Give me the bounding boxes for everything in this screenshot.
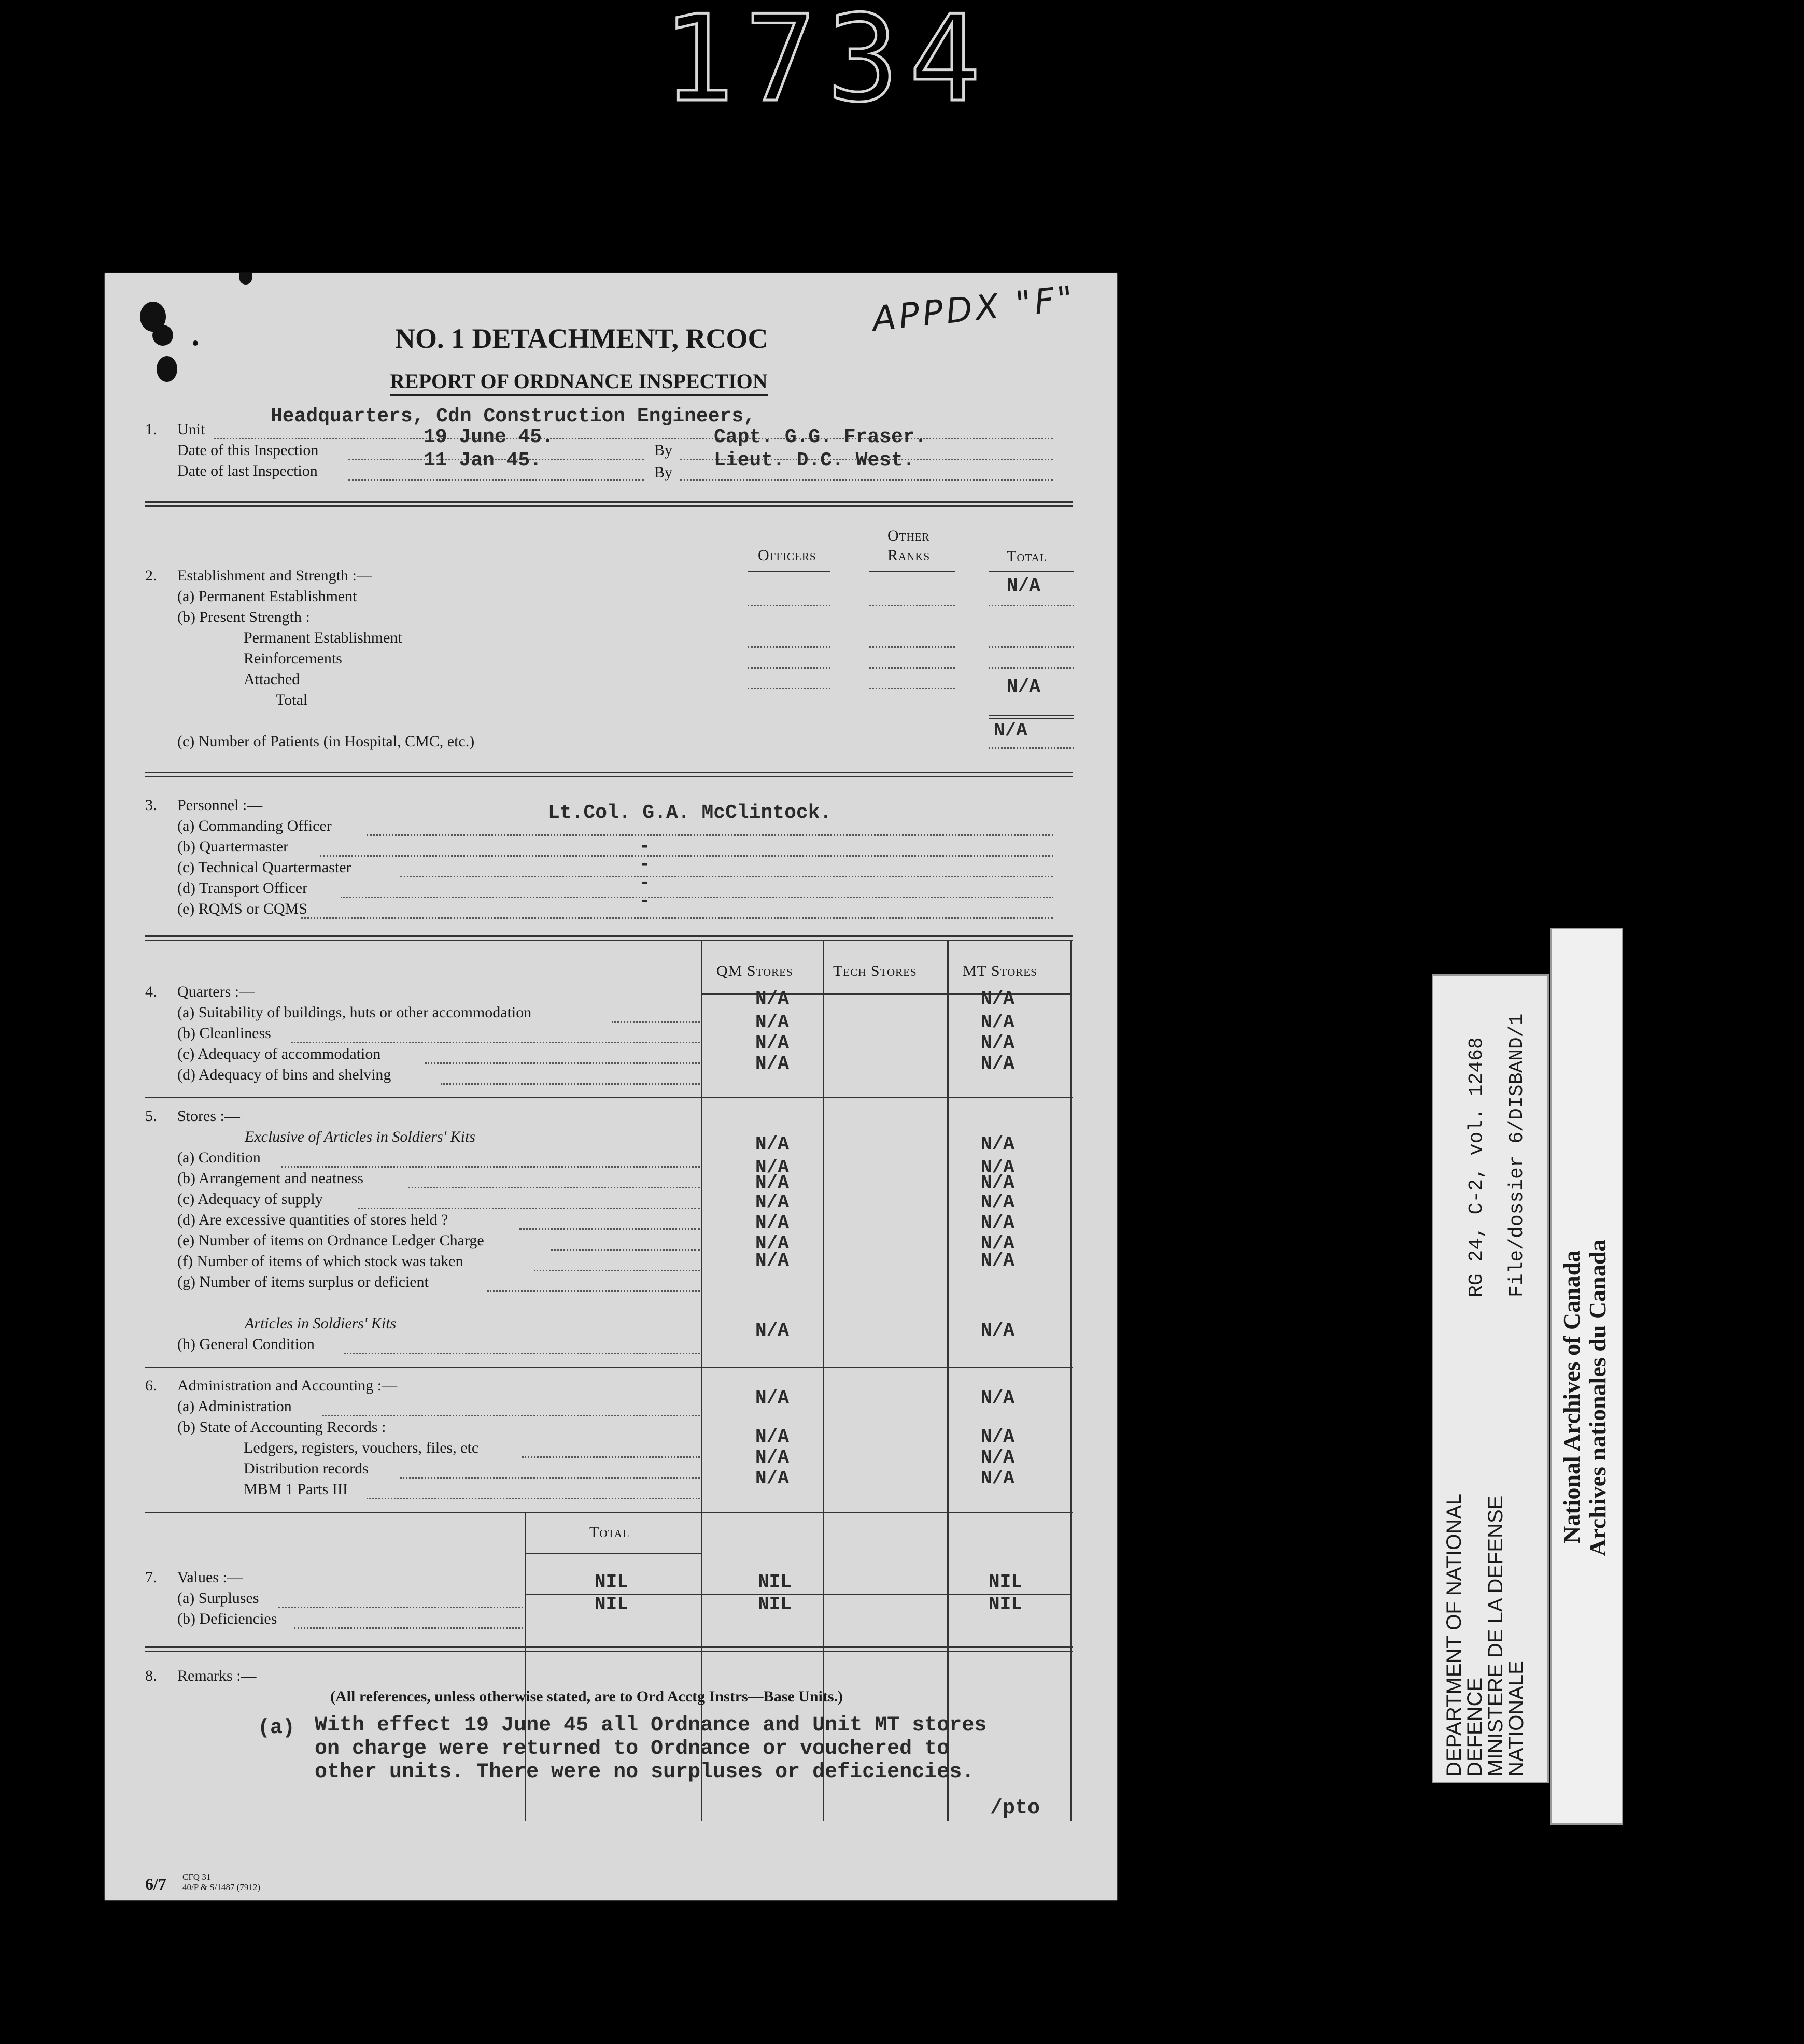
transport-officer-label: (d) Transport Officer — [177, 879, 308, 897]
quarters-item-qm: N/A — [755, 1032, 789, 1054]
stores-item-label: (e) Number of items on Ordnance Ledger Charge — [177, 1232, 484, 1249]
stores-item-mt: N/A — [981, 1250, 1014, 1271]
stores-item-label: (c) Adequacy of supply — [177, 1190, 323, 1208]
accounting-records-label: (b) State of Accounting Records : — [177, 1418, 386, 1436]
perm-establishment-label: (a) Permanent Establishment — [177, 588, 357, 605]
quarters-item-qm: N/A — [755, 1053, 789, 1074]
quarters-item-qm: N/A — [755, 1012, 789, 1033]
date-this-value: 19 June 45. — [424, 426, 554, 448]
section-5-number: 5. — [145, 1108, 157, 1125]
accounting-item-qm: N/A — [755, 1426, 789, 1447]
rqms-label: (e) RQMS or CQMS — [177, 900, 307, 917]
dept-line-1: DEPARTMENT OF NATIONAL — [1443, 1494, 1465, 1777]
remarks-a-label: (a) — [258, 1716, 295, 1740]
quarters-item-mt: N/A — [981, 1012, 1014, 1033]
ink-blot — [193, 340, 198, 346]
ink-blot — [157, 356, 177, 382]
tech-quartermaster-value: - — [639, 854, 651, 876]
stores-item-mt: N/A — [981, 1212, 1014, 1233]
section-8-heading: Remarks :— — [177, 1667, 257, 1684]
col-total: Total — [1007, 548, 1047, 565]
tech-quartermaster-label: (c) Technical Quartermaster — [177, 859, 351, 876]
stores-item-label: (g) Number of items surplus or deficient — [177, 1273, 429, 1290]
administration-label: (a) Administration — [177, 1398, 292, 1415]
general-condition-qm: N/A — [755, 1320, 789, 1341]
administration-mt: N/A — [981, 1387, 1014, 1409]
present-strength-label: (b) Present Strength : — [177, 608, 310, 626]
stores-item-mt: N/A — [981, 1233, 1014, 1254]
accounting-item-label: Ledgers, registers, vouchers, files, etc — [244, 1439, 479, 1456]
quarters-item-label: (c) Adequacy of accommodation — [177, 1045, 381, 1062]
date-this-label: Date of this Inspection — [177, 442, 319, 459]
accounting-item-qm: N/A — [755, 1447, 789, 1468]
frame-number: 1734 — [663, 0, 991, 129]
section-6-number: 6. — [145, 1377, 157, 1394]
present-total-label: Total — [276, 691, 308, 708]
form-code-2: 40/P & S/1487 (7912) — [182, 1882, 261, 1892]
section-7-heading: Values :— — [177, 1569, 243, 1586]
section-4-number: 4. — [145, 983, 157, 1000]
accounting-item-mt: N/A — [981, 1426, 1014, 1447]
transport-officer-value: - — [639, 872, 651, 894]
col-mt-stores: MT Stores — [963, 962, 1037, 980]
stores-subheading-exclusive: Exclusive of Articles in Soldiers' Kits — [245, 1128, 475, 1145]
stores-item-qm: N/A — [755, 1250, 789, 1271]
dept-line-3: MINISTERE DE LA DEFENSE — [1484, 1495, 1507, 1777]
section-3-heading: Personnel :— — [177, 797, 263, 814]
stores-item-qm: N/A — [755, 1157, 789, 1178]
remarks-pto: /pto — [990, 1797, 1040, 1820]
form-page-number: 6/7 — [145, 1875, 166, 1893]
stores-item-qm: N/A — [755, 1212, 789, 1233]
deficiencies-mt: NIL — [989, 1594, 1022, 1615]
unit-value: Headquarters, Cdn Construction Engineers, — [271, 405, 755, 428]
section-1-number: 1. — [145, 421, 157, 438]
form-title: NO. 1 DETACHMENT, RCOC — [395, 323, 768, 354]
administration-qm: N/A — [755, 1387, 789, 1409]
section-5-heading: Stores :— — [177, 1108, 240, 1125]
accounting-item-label: MBM 1 Parts III — [244, 1481, 348, 1498]
col-qm-stores: QM Stores — [716, 962, 793, 980]
stores-item-qm: N/A — [755, 1233, 789, 1254]
stores-subheading-kits: Articles in Soldiers' Kits — [245, 1315, 397, 1332]
ink-blot — [239, 273, 252, 285]
section-6-heading: Administration and Accounting :— — [177, 1377, 398, 1394]
section-4-heading: Quarters :— — [177, 983, 255, 1000]
ref-line-1: RG 24, C-2, vol. 12468 — [1465, 1037, 1488, 1297]
section-3-number: 3. — [145, 797, 157, 814]
stores-item-qm: N/A — [755, 1191, 789, 1213]
perm-establishment-total: N/A — [1007, 575, 1040, 597]
by-label-1: By — [654, 442, 673, 459]
surpluses-total: NIL — [595, 1571, 628, 1593]
quartermaster-label: (b) Quartermaster — [177, 838, 289, 855]
quarters-item-label: (d) Adequacy of bins and shelving — [177, 1066, 391, 1083]
values-col-total: Total — [589, 1524, 630, 1541]
by-value-2: Lieut. D.C. West. — [714, 449, 915, 472]
form-code-1: CFQ 31 — [182, 1872, 211, 1882]
section-7-number: 7. — [145, 1569, 157, 1586]
quarters-item-label: (b) Cleanliness — [177, 1025, 271, 1042]
archive-department-label — [1432, 974, 1549, 1783]
section-8-number: 8. — [145, 1667, 157, 1684]
section-2-number: 2. — [145, 567, 157, 584]
rqms-value: - — [639, 890, 651, 912]
remarks-a-line-2: on charge were returned to Ordnance or vouchered to — [315, 1737, 950, 1761]
by-label-2: By — [654, 464, 673, 481]
dept-line-2: DEFENCE — [1463, 1677, 1486, 1777]
surpluses-label: (a) Surpluses — [177, 1589, 259, 1607]
accounting-item-mt: N/A — [981, 1447, 1014, 1468]
stores-item-mt: N/A — [981, 1191, 1014, 1213]
inspection-form-sheet — [105, 273, 1117, 1900]
commanding-officer-label: (a) Commanding Officer — [177, 817, 332, 834]
stores-item-label: (f) Number of items of which stock was taken — [177, 1253, 463, 1270]
dept-line-4: NATIONALE — [1505, 1660, 1528, 1777]
general-condition-label: (h) General Condition — [177, 1336, 315, 1353]
surpluses-mt: NIL — [989, 1571, 1022, 1593]
section-2-heading: Establishment and Strength :— — [177, 567, 372, 584]
stores-item-qm: N/A — [755, 1172, 789, 1194]
accounting-item-label: Distribution records — [244, 1460, 369, 1477]
remarks-reference-note: (All references, unless otherwise stated, are to Ord Acctg Instrs—Base Units.) — [330, 1688, 843, 1705]
deficiencies-qm: NIL — [758, 1594, 792, 1615]
col-other-ranks-1: Other — [887, 527, 930, 544]
deficiencies-total: NIL — [595, 1594, 628, 1615]
stores-item-label: (d) Are excessive quantities of stores held ? — [177, 1211, 448, 1228]
accounting-item-qm: N/A — [755, 1468, 789, 1489]
unit-label: Unit — [177, 421, 205, 438]
archive-nac-label — [1550, 928, 1623, 1825]
stores-item-label: (b) Arrangement and neatness — [177, 1170, 364, 1187]
deficiencies-label: (b) Deficiencies — [177, 1610, 277, 1627]
by-value-1: Capt. G.G. Fraser. — [714, 426, 927, 448]
quarters-item-mt: N/A — [981, 1053, 1014, 1074]
quarters-item-qm: N/A — [755, 988, 789, 1010]
reinforcements-label: Reinforcements — [244, 650, 342, 667]
stores-item-mt: N/A — [981, 1133, 1014, 1155]
general-condition-mt: N/A — [981, 1320, 1014, 1341]
stores-item-label: (a) Condition — [177, 1149, 261, 1166]
remarks-a-line-3: other units. There were no surpluses or deficiencies. — [315, 1761, 975, 1784]
quartermaster-value: - — [639, 835, 651, 858]
date-last-label: Date of last Inspection — [177, 462, 318, 479]
patients-total: N/A — [994, 720, 1027, 741]
stores-item-mt: N/A — [981, 1157, 1014, 1178]
col-officers: Officers — [758, 547, 816, 564]
ink-blot — [152, 325, 173, 346]
remarks-a-line-1: With effect 19 June 45 all Ordnance and Unit MT stores — [315, 1714, 987, 1737]
patients-label: (c) Number of Patients (in Hospital, CMC, etc.) — [177, 733, 475, 750]
ref-line-2: File/dossier 6/DISBAND/1 — [1506, 1013, 1528, 1297]
stores-item-mt: N/A — [981, 1172, 1014, 1194]
quarters-item-mt: N/A — [981, 1032, 1014, 1054]
commanding-officer-value: Lt.Col. G.A. McClintock. — [548, 802, 832, 824]
surpluses-qm: NIL — [758, 1571, 792, 1593]
col-tech-stores: Tech Stores — [833, 962, 917, 980]
date-last-value: 11 Jan 45. — [424, 449, 542, 472]
attached-label: Attached — [244, 671, 300, 688]
accounting-item-mt: N/A — [981, 1468, 1014, 1489]
nac-line-2: Archives nationales du Canada — [1584, 1239, 1611, 1556]
col-other-ranks-2: Ranks — [887, 547, 931, 564]
stores-item-qm: N/A — [755, 1133, 789, 1155]
quarters-item-label: (a) Suitability of buildings, huts or other accommodation — [177, 1004, 532, 1021]
quarters-item-mt: N/A — [981, 988, 1014, 1010]
attached-total: N/A — [1007, 676, 1040, 698]
form-subtitle: REPORT OF ORDNANCE INSPECTION — [390, 369, 768, 396]
present-perm-label: Permanent Establishment — [244, 629, 402, 646]
nac-line-1: National Archives of Canada — [1558, 1250, 1585, 1543]
appendix-handwriting: APPDX "F" — [870, 278, 1078, 339]
